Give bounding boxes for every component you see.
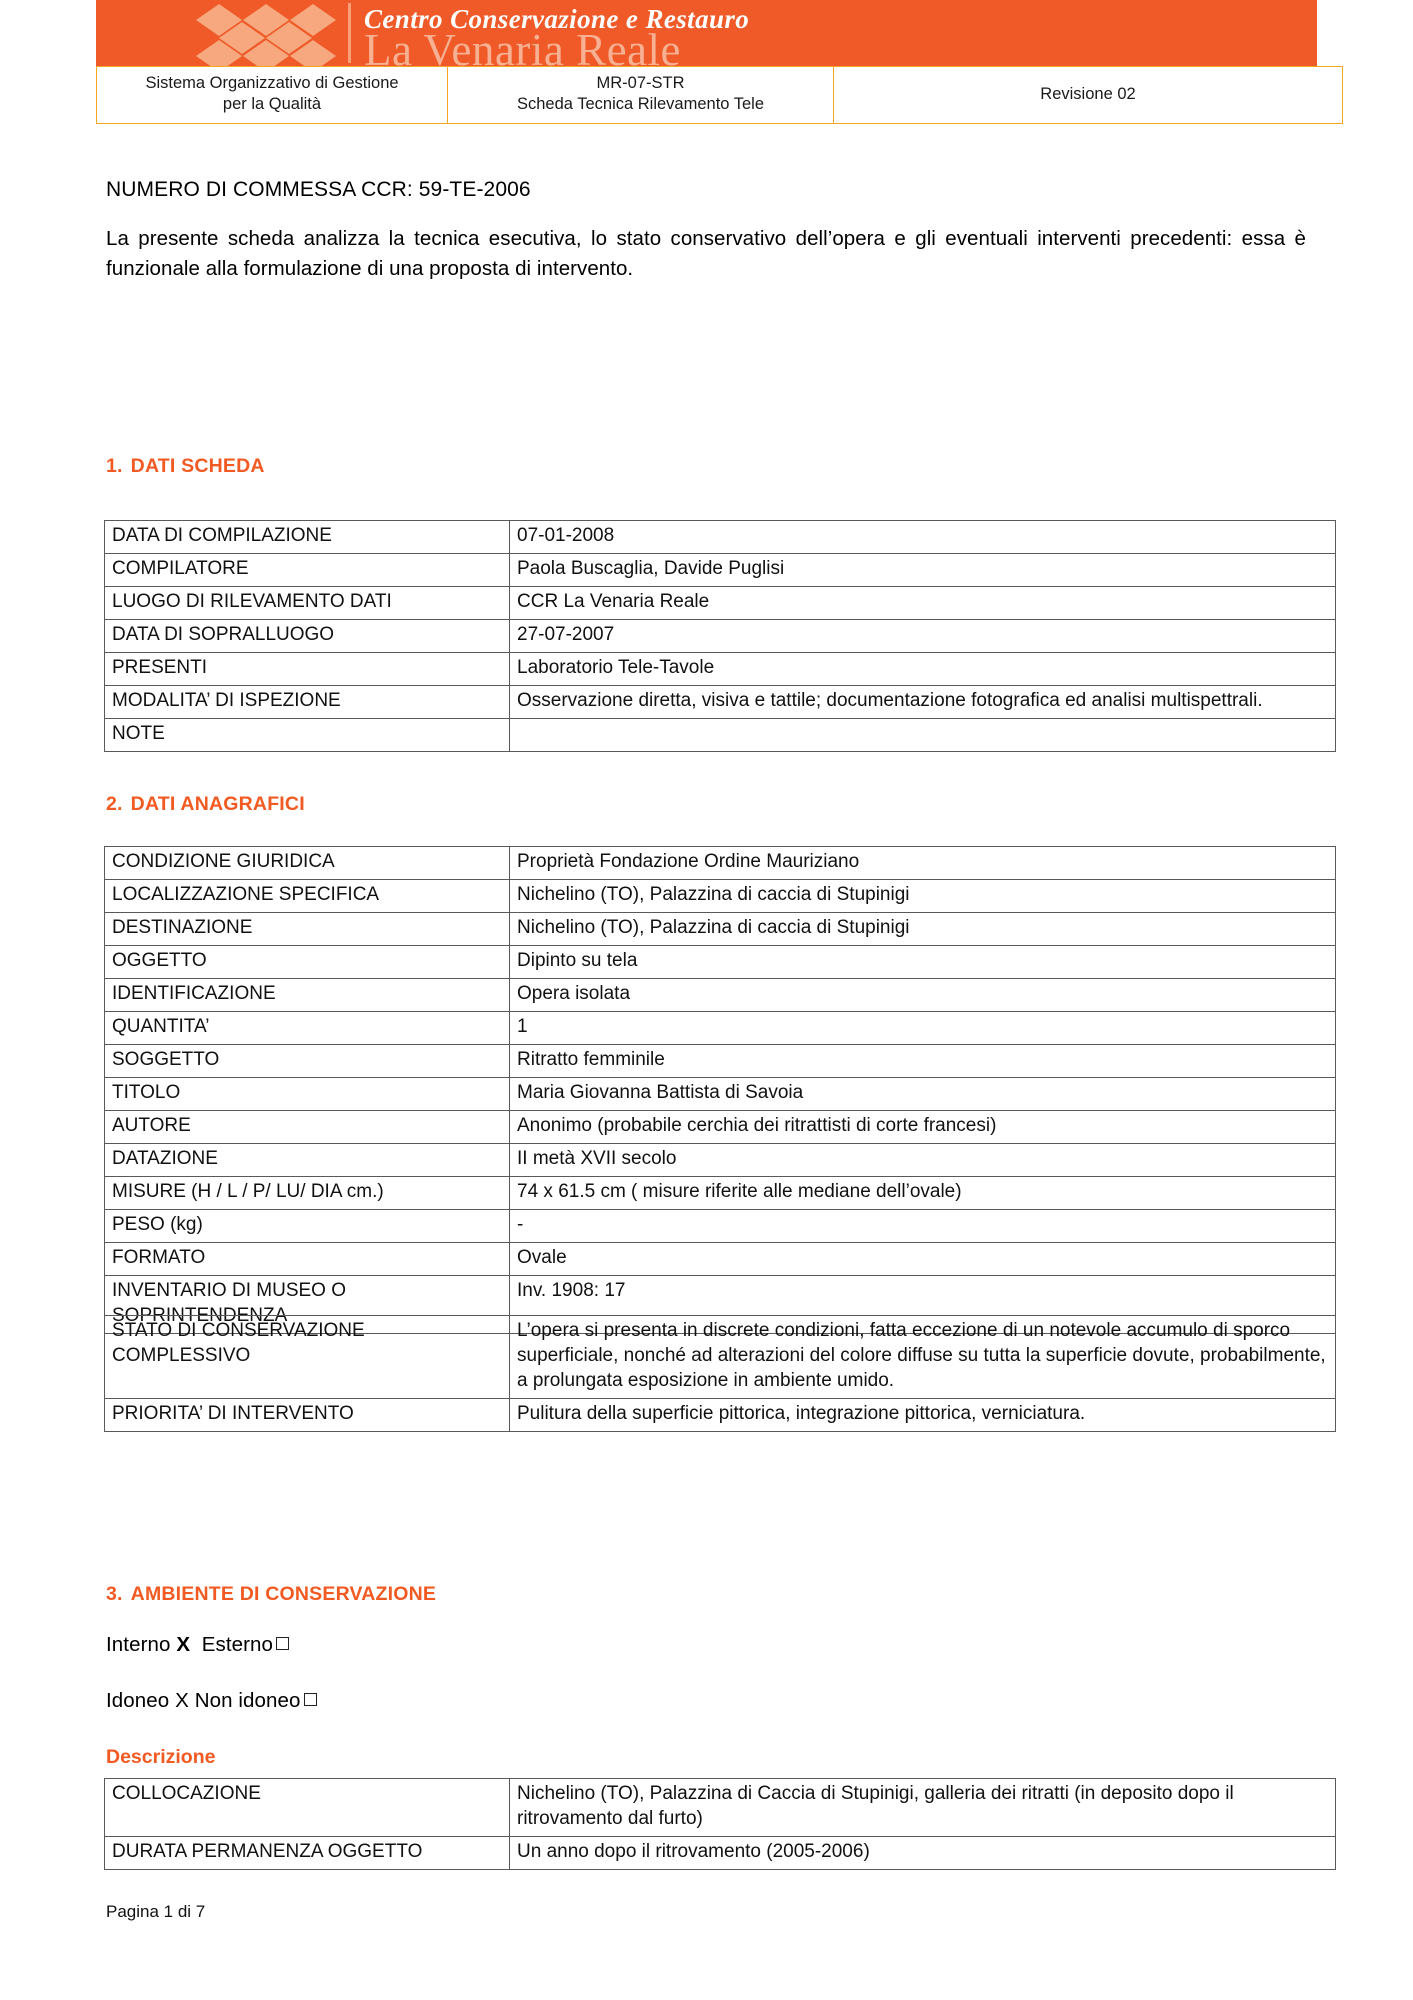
section-2-title: DATI ANAGRAFICI xyxy=(130,793,305,815)
table-dati-scheda xyxy=(104,520,1336,752)
table-row xyxy=(105,1177,1336,1210)
table-row xyxy=(105,1243,1336,1276)
table-row xyxy=(105,1779,1336,1837)
table-row xyxy=(105,521,1336,554)
header-cell-system xyxy=(97,67,448,124)
banner-title-primary: Centro Conservazione e Restauro xyxy=(364,4,750,34)
row-value: Ovale xyxy=(510,1243,1336,1276)
row-value: Nichelino (TO), Palazzina di Caccia di Stupinigi, galleria dei ritratti (in deposito dopo il ritrovamento dal furto) xyxy=(510,1779,1336,1837)
checkbox-line-idoneo xyxy=(106,1689,317,1713)
row-value: Proprietà Fondazione Ordine Mauriziano xyxy=(510,847,1336,880)
mark-idoneo-checked[interactable]: X xyxy=(175,1689,189,1712)
row-value: 74 x 61.5 cm ( misure riferite alle mediane dell’ovale) xyxy=(510,1177,1336,1210)
label-non-idoneo: Non idoneo xyxy=(194,1689,301,1712)
banner-divider xyxy=(348,3,351,63)
row-value: Osservazione diretta, visiva e tattile; documentazione fotografica ed analisi multispettrali. xyxy=(510,686,1336,719)
row-key: NOTE xyxy=(105,719,510,752)
row-key: MODALITA’ DI ISPEZIONE xyxy=(105,686,510,719)
row-value: - xyxy=(510,1210,1336,1243)
row-value xyxy=(510,719,1336,752)
row-value: II metà XVII secolo xyxy=(510,1144,1336,1177)
header-banner xyxy=(96,0,1317,66)
row-key: AUTORE xyxy=(105,1111,510,1144)
row-key: SOGGETTO xyxy=(105,1045,510,1078)
section-heading-dati-anagrafici xyxy=(106,793,305,816)
banner-title-secondary: La Venaria Reale xyxy=(364,25,682,66)
checkbox-esterno[interactable] xyxy=(276,1637,289,1650)
row-key: MISURE (H / L / P/ LU/ DIA cm.) xyxy=(105,1177,510,1210)
table-row xyxy=(105,847,1336,880)
section-3-title: AMBIENTE DI CONSERVAZIONE xyxy=(130,1583,437,1605)
row-key: FORMATO xyxy=(105,1243,510,1276)
section-1-number: 1. xyxy=(106,455,123,477)
table-row xyxy=(105,719,1336,752)
table-row xyxy=(105,1399,1336,1432)
row-value: Dipinto su tela xyxy=(510,946,1336,979)
label-esterno: Esterno xyxy=(201,1633,274,1656)
table-row xyxy=(105,1078,1336,1111)
row-key: DESTINAZIONE xyxy=(105,913,510,946)
section-2-number: 2. xyxy=(106,793,123,815)
header-doc-name: Scheda Tecnica Rilevamento Tele xyxy=(516,95,765,113)
table-stato-conservazione xyxy=(104,1315,1336,1432)
row-key: LUOGO DI RILEVAMENTO DATI xyxy=(105,587,510,620)
row-value: Laboratorio Tele-Tavole xyxy=(510,653,1336,686)
table-row xyxy=(105,880,1336,913)
row-value: CCR La Venaria Reale xyxy=(510,587,1336,620)
checkbox-line-interno-esterno xyxy=(106,1633,289,1657)
row-key: DATAZIONE xyxy=(105,1144,510,1177)
row-key: OGGETTO xyxy=(105,946,510,979)
label-interno: Interno xyxy=(106,1633,171,1656)
table-row xyxy=(105,979,1336,1012)
row-value: Nichelino (TO), Palazzina di caccia di Stupinigi xyxy=(510,880,1336,913)
table-row xyxy=(105,587,1336,620)
row-value: Un anno dopo il ritrovamento (2005-2006) xyxy=(510,1837,1336,1870)
table-row xyxy=(105,1012,1336,1045)
table-row xyxy=(105,1144,1336,1177)
table-row xyxy=(105,1045,1336,1078)
table-row xyxy=(105,1111,1336,1144)
row-value: 27-07-2007 xyxy=(510,620,1336,653)
table-row xyxy=(105,1210,1336,1243)
section-3-number: 3. xyxy=(106,1583,123,1605)
document-header-table xyxy=(96,66,1343,124)
row-key: COMPILATORE xyxy=(105,554,510,587)
row-key: INVENTARIO DI MUSEO O SOPRINTENDENZA xyxy=(105,1276,510,1334)
header-table-row xyxy=(97,67,1343,124)
intro-paragraph: La presente scheda analizza la tecnica esecutiva, lo stato conservativo dell’opera e gli eventuali interventi precedenti: essa è funzionale alla formulazione di una proposta di intervento. xyxy=(106,227,1306,280)
row-key: PESO (kg) xyxy=(105,1210,510,1243)
table-row xyxy=(105,1316,1336,1399)
descrizione-subheading: Descrizione xyxy=(106,1746,216,1768)
row-value: Maria Giovanna Battista di Savoia xyxy=(510,1078,1336,1111)
page-footer: Pagina 1 di 7 xyxy=(106,1902,206,1921)
section-heading-dati-scheda xyxy=(106,455,265,478)
table-row xyxy=(105,653,1336,686)
diamond-pattern-icon xyxy=(196,0,336,66)
section-1-title: DATI SCHEDA xyxy=(130,455,265,477)
row-value: Pulitura della superficie pittorica, integrazione pittorica, verniciatura. xyxy=(510,1399,1336,1432)
table-row xyxy=(105,620,1336,653)
banner-text-block xyxy=(364,0,749,66)
row-key: QUANTITA’ xyxy=(105,1012,510,1045)
section-heading-ambiente xyxy=(106,1583,436,1606)
header-cell-revision: Revisione 02 xyxy=(834,67,1343,124)
row-value: L’opera si presenta in discrete condizioni, fatta eccezione di un notevole accumulo di sporco superficiale, nonché ad alterazioni del colore diffuse su tutta la superficie dovute, probabilmente, a prolungata esposizione in ambiente umido. xyxy=(510,1316,1336,1399)
row-value: Paola Buscaglia, Davide Puglisi xyxy=(510,554,1336,587)
row-key: COLLOCAZIONE xyxy=(105,1779,510,1837)
row-key: PRIORITA’ DI INTERVENTO xyxy=(105,1399,510,1432)
table-row xyxy=(105,686,1336,719)
row-key: DATA DI COMPILAZIONE xyxy=(105,521,510,554)
row-key: STATO DI CONSERVAZIONE COMPLESSIVO xyxy=(105,1316,510,1399)
commessa-number: NUMERO DI COMMESSA CCR: 59-TE-2006 xyxy=(106,178,531,201)
row-key: CONDIZIONE GIURIDICA xyxy=(105,847,510,880)
row-value: Opera isolata xyxy=(510,979,1336,1012)
table-row xyxy=(105,554,1336,587)
header-cell-document-code xyxy=(448,67,834,124)
row-key: TITOLO xyxy=(105,1078,510,1111)
header-system-line1: Sistema Organizzativo di Gestione xyxy=(145,74,399,92)
row-key: PRESENTI xyxy=(105,653,510,686)
row-value: Ritratto femminile xyxy=(510,1045,1336,1078)
row-key: DURATA PERMANENZA OGGETTO xyxy=(105,1837,510,1870)
table-dati-anagrafici xyxy=(104,846,1336,1334)
row-key: DATA DI SOPRALLUOGO xyxy=(105,620,510,653)
row-key: IDENTIFICAZIONE xyxy=(105,979,510,1012)
row-value: 1 xyxy=(510,1012,1336,1045)
checkbox-non-idoneo[interactable] xyxy=(304,1693,317,1706)
row-value: Anonimo (probabile cerchia dei ritrattisti di corte francesi) xyxy=(510,1111,1336,1144)
header-doc-code: MR-07-STR xyxy=(596,74,685,92)
header-system-line2: per la Qualità xyxy=(222,95,322,113)
row-value: Nichelino (TO), Palazzina di caccia di Stupinigi xyxy=(510,913,1336,946)
table-row xyxy=(105,913,1336,946)
row-value: 07-01-2008 xyxy=(510,521,1336,554)
row-key: LOCALIZZAZIONE SPECIFICA xyxy=(105,880,510,913)
page-content xyxy=(96,0,1326,2000)
table-descrizione-ambiente xyxy=(104,1778,1336,1870)
label-idoneo: Idoneo xyxy=(106,1689,170,1712)
mark-interno-checked[interactable]: X xyxy=(176,1633,191,1656)
row-value: Inv. 1908: 17 xyxy=(510,1276,1336,1334)
table-row xyxy=(105,946,1336,979)
table-row xyxy=(105,1837,1336,1870)
